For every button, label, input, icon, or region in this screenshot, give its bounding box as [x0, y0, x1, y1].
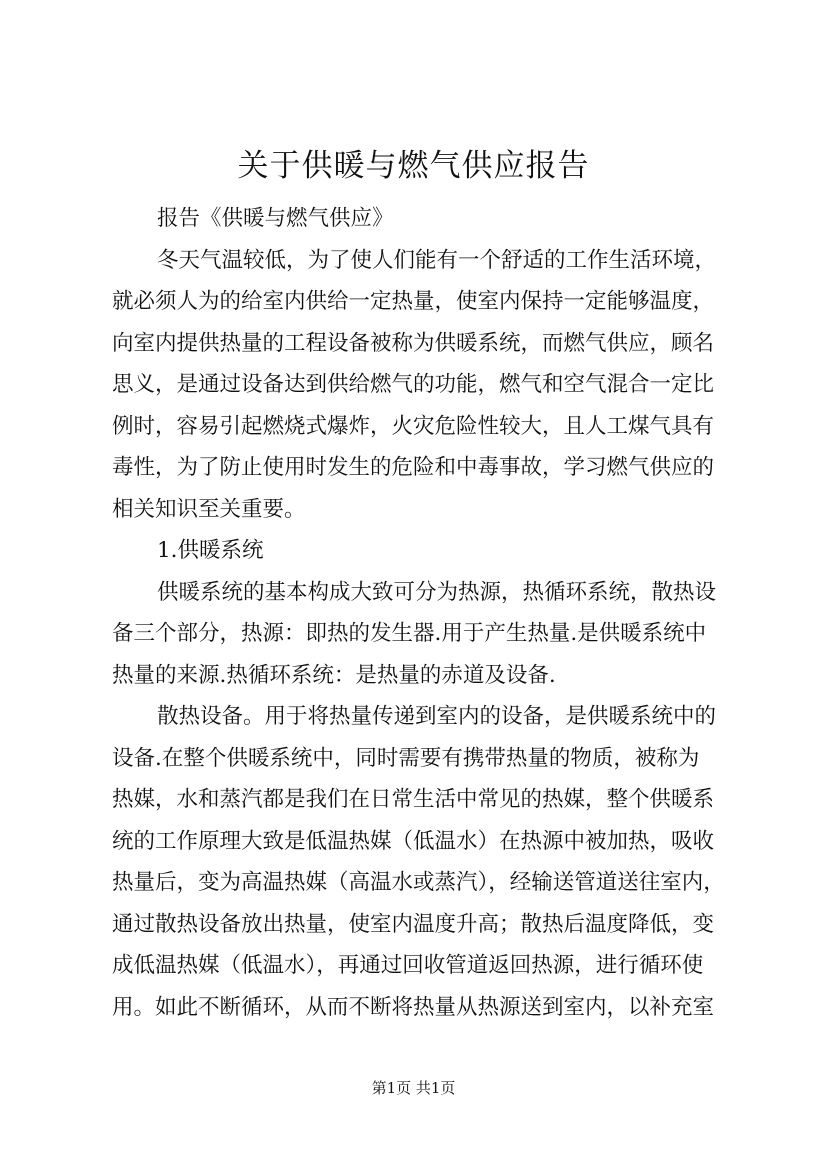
paragraph-line: 散热设备。用于将热量传递到室内的设备，是供暖系统中的: [157, 704, 717, 729]
paragraph-line: 相关知识至关重要。: [112, 496, 306, 522]
paragraph-line: 例时，容易引起燃烧式爆炸，火灾危险性较大，且人工煤气具有: [112, 413, 715, 439]
document-body: [112, 198, 736, 1028]
paragraph-line: 通过散热设备放出热量，使室内温度升高；散热后温度降低，变: [112, 911, 715, 937]
paragraph-line: 热量的来源.热循环系统：是热量的赤道及设备.: [112, 662, 556, 688]
page-number-footer: 第1页 共1页: [371, 1079, 456, 1097]
paragraph-line: 用。如此不断循环，从而不断将热量从热源送到室内，以补充室: [112, 994, 715, 1020]
paragraph-line: 统的工作原理大致是低温热媒（低温水）在热源中被加热，吸收: [112, 828, 715, 854]
paragraph-line: 毒性，为了防止使用时发生的危险和中毒事故，学习燃气供应的: [112, 455, 715, 480]
section-heading: 1.供暖系统: [157, 538, 264, 563]
paragraph-line: 供暖系统的基本构成大致可分为热源，热循环系统，散热设: [157, 579, 717, 605]
paragraph-line: 就必须人为的给室内供给一定热量，使室内保持一定能够温度，: [112, 289, 715, 314]
paragraph-line: 向室内提供热量的工程设备被称为供暖系统，而燃气供应，顾名: [112, 330, 715, 356]
paragraph-line: 冬天气温较低，为了使人们能有一个舒适的工作生活环境，: [157, 247, 717, 273]
document-title: 关于供暖与燃气供应报告: [237, 148, 590, 184]
paragraph-line: 备三个部分，热源：即热的发生器.用于产生热量.是供暖系统中: [112, 621, 707, 646]
report-subtitle-line: 报告《供暖与燃气供应》: [157, 206, 394, 231]
paragraph-line: 思义，是通过设备达到供给燃气的功能，燃气和空气混合一定比: [112, 372, 715, 397]
paragraph-line: 设备.在整个供暖系统中，同时需要有携带热量的物质，被称为: [112, 745, 700, 771]
paragraph-line: 热媒，水和蒸汽都是我们在日常生活中常见的热媒，整个供暖系: [112, 787, 715, 812]
paragraph-line: 热量后，变为高温热媒（高温水或蒸汽），经输送管道送往室内，: [112, 870, 725, 895]
paragraph-line: 成低温热媒（低温水），再通过回收管道返回热源，进行循环使: [112, 953, 704, 978]
